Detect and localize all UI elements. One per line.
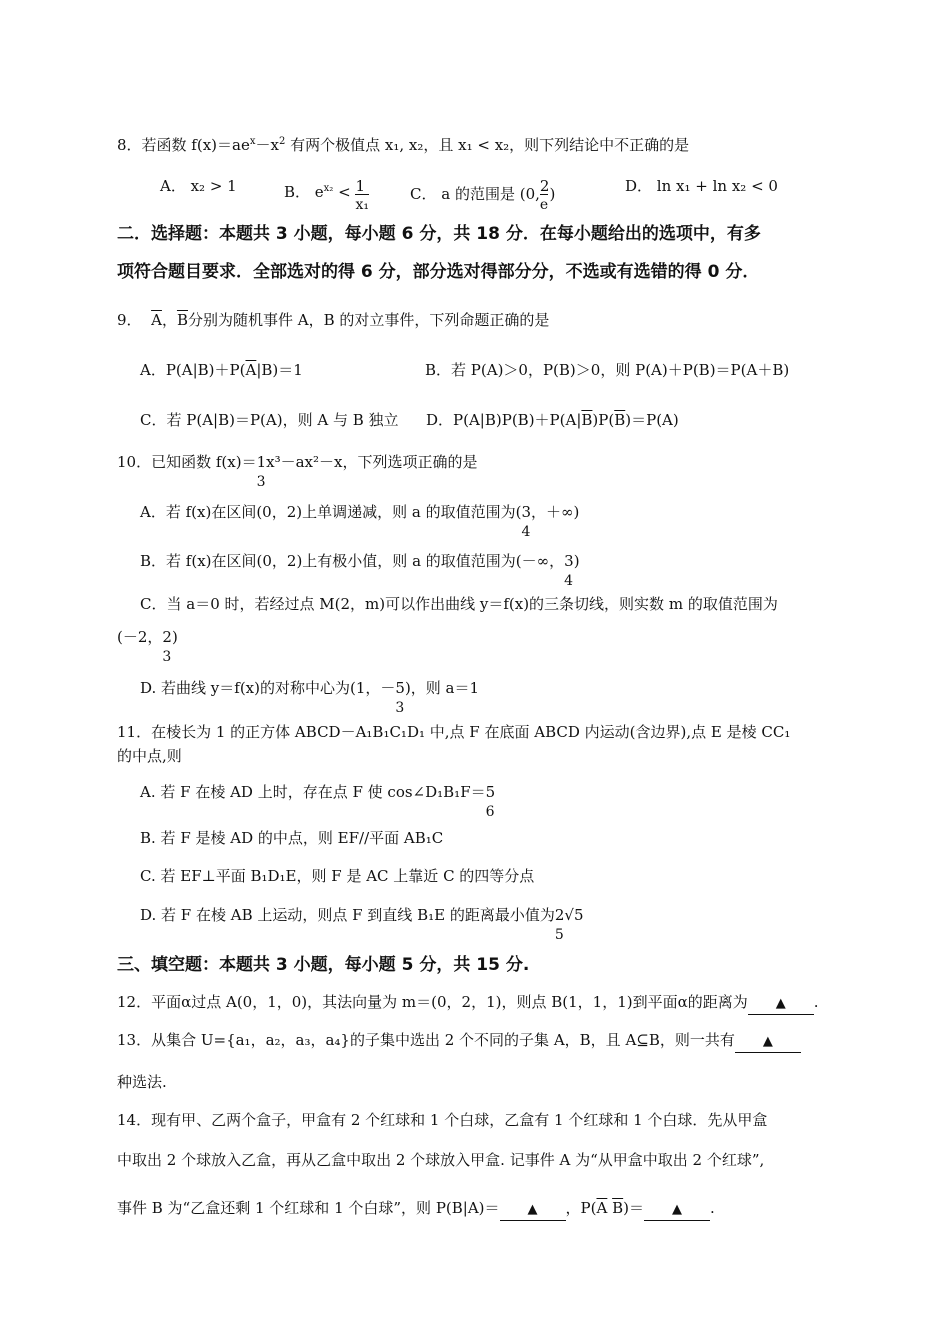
q10-option-a: A．若 f(x)在区间(0，2)上单调递减，则 a 的取值范围为(3 4 ，＋∞) [140,503,580,540]
q8-option-a: A． x₂ > 1 [160,177,237,195]
q11-stem-line1: 11．在棱长为 1 的正方体 ABCD－A₁B₁C₁D₁ 中,点 F 在底面 ABCD 内运动(含边界),点 E 是棱 CC₁ [117,723,791,741]
q10-option-d: D. 若曲线 y＝f(x)的对称中心为(1，－5 3 )，则 a＝1 [140,679,480,716]
section-3-title: 三、填空题：本题共 3 小题，每小题 5 分，共 15 分. [117,955,530,975]
q8-option-b: B． $e^{x_2} < \frac{1}{\text{x₁}}$ [284,177,369,213]
q11-option-b: B. 若 F 是棱 AD 的中点，则 EF//平面 AB₁C [140,829,444,847]
q9-option-a: A．$P(A|B)+P(\overline{A}|B)=1$ [140,361,303,379]
q14-line3: 事件 B 为“乙盒还剩 1 个红球和 1 个白球”，则 P(B|A)＝ ▲ ，$P(\overline{A}$ $\overline{B})=$ ▲ . [117,1198,715,1221]
q14-answer-blank-1[interactable]: ▲ [500,1198,566,1221]
q13-text-line2: 种选法. [117,1073,167,1091]
q11-option-c: C. 若 EF⊥平面 B₁D₁E，则 F 是 AC 上靠近 C 的四等分点 [140,867,535,885]
q8-option-c: C． a 的范围是 ($0,\frac{2}{e}$ ) [410,177,556,213]
section-2-title-line1: 二．选择题：本题共 3 小题，每小题 6 分，共 18 分．在每小题给出的选项中，有多 [117,224,761,244]
q13-answer-blank[interactable]: ▲ [735,1030,801,1053]
q10-option-c-line1: C．当 a＝0 时，若经过点 M(2，m)可以作出曲线 y＝f(x)的三条切线，则实数 m 的取值范围为 [140,595,778,613]
q9-option-c: C．若 P(A|B)＝P(A)，则 A 与 B 独立 [140,411,399,429]
q11-option-d: D. 若 F 在棱 AB 上运动，则点 F 到直线 B₁E 的距离最小值为2 5 √5 [140,906,584,943]
q14-line2: 中取出 2 个球放入乙盒，再从乙盒中取出 2 个球放入甲盒. 记事件 A 为“从甲盒中取出 2 个红球”, [117,1151,765,1169]
q8-stem: 8．若函数 $f(x)=ae^x-x^2$ 有两个极值点 x₁, x₂，且 x₁ < x₂，则下列结论中不正确的是 [117,136,690,154]
q10-option-c-line2: (－2，2 3 ) [117,628,178,665]
q8-option-d: D． ln x₁ + ln x₂ < 0 [625,177,778,195]
q9-option-b: B．若 P(A)＞0，P(B)＞0，则 P(A)＋P(B)＝P(A＋B) [425,361,790,379]
section-2-title-line2: 项符合题目要求．全部选对的得 6 分，部分选对得部分分，不选或有选错的得 0 分． [117,262,760,282]
q14-answer-blank-2[interactable]: ▲ [644,1198,710,1221]
q11-option-a: A. 若 F 在棱 AD 上时，存在点 F 使 cos∠D₁B₁F＝5 6 [140,783,496,820]
q9-option-d: D．$P(A|B)P(B)+P(A|\overline{B})P(\overline{B})=P(A)$ [426,411,679,429]
q9-stem: 9． $\overline{A}$，$\overline{B}$分别为随机事件 A，B 的对立事件，下列命题正确的是 [117,311,550,329]
q10-option-b: B．若 f(x)在区间(0，2)上有极小值，则 a 的取值范围为(－∞，3 4 ) [140,552,580,589]
q14-line1: 14．现有甲、乙两个盒子，甲盒有 2 个红球和 1 个白球，乙盒有 1 个红球和 1 个白球．先从甲盒 [117,1111,768,1129]
q12-text: 12．平面α过点 A(0，1，0)，其法向量为 m＝(0，2，1)，则点 B(1，1，1)到平面α的距离为 ▲ . [117,992,819,1015]
q11-stem-line2: 的中点,则 [117,747,182,765]
q13-text: 13．从集合 U={a₁，a₂，a₃，a₄}的子集中选出 2 个不同的子集 A，B，且 A⊆B，则一共有 ▲ [117,1030,801,1053]
q12-answer-blank[interactable]: ▲ [748,992,814,1015]
q10-stem: 10．已知函数 f(x)＝1 3 x³－ax²－x，下列选项正确的是 [117,453,478,490]
